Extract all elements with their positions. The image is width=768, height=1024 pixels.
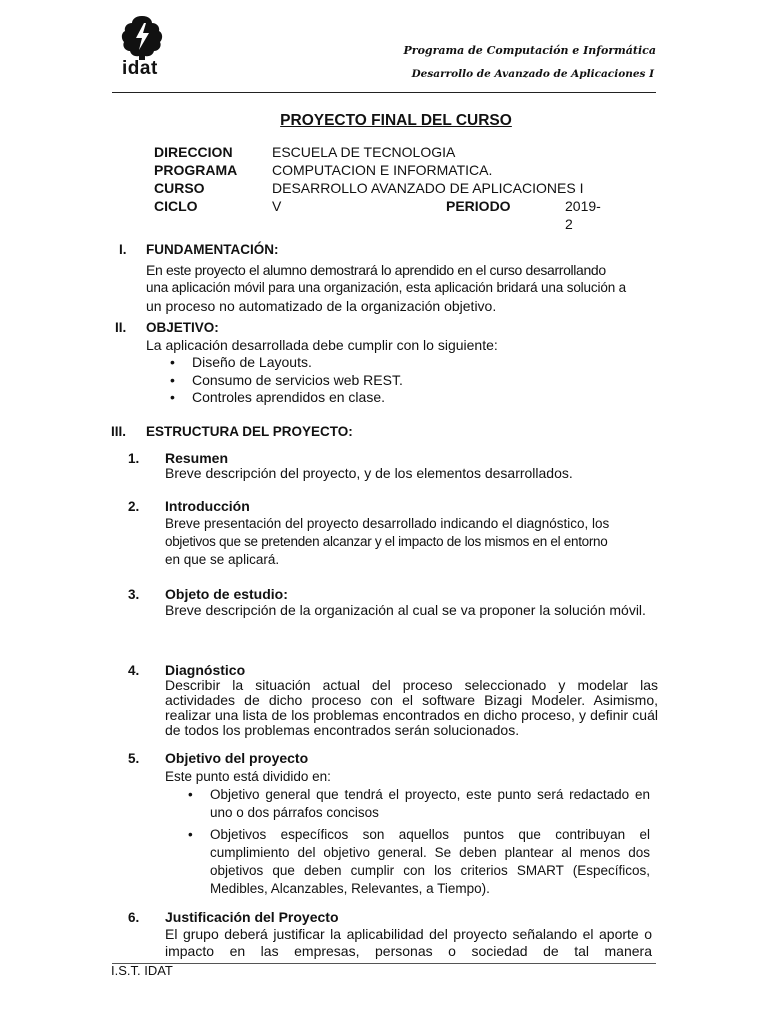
- list-item: • Diseño de Layouts.: [166, 354, 403, 372]
- list-item: • Controles aprendidos en clase.: [166, 389, 403, 407]
- item-body: Describir la situación actual del proceso seleccionado y modelar las actividades de dicho proceso con el software Bizagi Modeler. Asimismo, realizar una lista de los problemas encontrados en dicho proceso, y definir cuál de todos los problemas encontrados serán solucionados.: [165, 677, 658, 738]
- page-title: PROYECTO FINAL DEL CURSO: [280, 112, 512, 129]
- item-body: El grupo deberá justificar la aplicabilidad del proyecto señalando el aporte o impacto en las empresas, personas o sociedad de tal manera: [165, 926, 652, 959]
- list-item: • Consumo de servicios web REST.: [166, 372, 403, 390]
- header-divider: [112, 92, 656, 93]
- section-number: III.: [111, 424, 127, 439]
- body-line: en que se aplicará.: [165, 552, 280, 567]
- idat-logo: [112, 14, 172, 80]
- section-body: [146, 261, 666, 315]
- item-title: Objetivo del proyecto: [165, 750, 309, 766]
- list-item: • Objetivo general que tendrá el proyecto, este punto será redactado en uno o dos párrafos concisos: [165, 786, 650, 822]
- item-title: Resumen: [165, 450, 229, 466]
- body-line: una aplicación móvil para una organización, esta aplicación bridará una solución a: [146, 280, 627, 295]
- info-label: CICLO: [154, 198, 198, 214]
- section-number: II.: [115, 320, 127, 335]
- item-title: Introducción: [165, 498, 250, 514]
- section-title: OBJETIVO:: [146, 320, 219, 335]
- section-intro: La aplicación desarrollada debe cumplir con lo siguiente:: [146, 337, 498, 353]
- info-value: COMPUTACION E INFORMATICA.: [272, 162, 493, 178]
- logo-text: idat: [122, 58, 158, 79]
- header-program: Programa de Computación e Informática: [403, 44, 656, 57]
- info-value: DESARROLLO AVANZADO DE APLICACIONES I: [272, 180, 584, 196]
- info-label: CURSO: [154, 180, 205, 196]
- section-number: I.: [119, 242, 127, 257]
- item-title: Justificación del Proyecto: [165, 909, 339, 925]
- item-title: Objeto de estudio:: [165, 586, 288, 602]
- item-number: 4.: [128, 663, 140, 678]
- objective-types-list: [165, 786, 650, 902]
- item-body: [165, 515, 609, 569]
- item-number: 3.: [128, 587, 140, 602]
- footer-text: I.S.T. IDAT: [111, 963, 173, 978]
- item-number: 2.: [128, 499, 140, 514]
- body-line: En este proyecto el alumno demostrará lo aprendido en el curso desarrollando: [146, 262, 606, 278]
- list-item: • Objetivos específicos son aquellos puntos que contribuyan el cumplimiento del objetivo general. Se deben plantear al menos dos objetivos que deben cumplir con los criterios SMART (Específicos, Medibles, Alcanzables, Relevantes, a Tiempo).: [165, 826, 650, 898]
- item-number: 1.: [128, 451, 140, 466]
- brain-bolt-icon: [120, 14, 164, 60]
- section-title: ESTRUCTURA DEL PROYECTO:: [146, 424, 353, 439]
- body-line: objetivos que se pretenden alcanzar y el impacto de los mismos en el entorno: [165, 534, 608, 549]
- item-body: Breve descripción de la organización al cual se va proponer la solución móvil.: [165, 602, 646, 618]
- periodo-value: 2019-2: [565, 198, 601, 232]
- objective-list: [166, 354, 403, 407]
- body-line: un proceso no automatizado de la organización objetivo.: [146, 298, 497, 314]
- item-title: Diagnóstico: [165, 662, 246, 678]
- item-body: Breve descripción del proyecto, y de los elementos desarrollados.: [165, 465, 573, 481]
- item-intro: Este punto está dividido en:: [165, 769, 331, 784]
- section-title: FUNDAMENTACIÓN:: [146, 242, 279, 257]
- info-label: DIRECCION: [154, 144, 233, 160]
- body-line: Breve presentación del proyecto desarrollado indicando el diagnóstico, los: [165, 516, 610, 531]
- periodo-label: PERIODO: [446, 198, 511, 214]
- info-value: ESCUELA DE TECNOLOGIA: [272, 144, 456, 160]
- info-value: V: [272, 198, 282, 214]
- footer-divider: [112, 963, 656, 964]
- header-course: Desarrollo de Avanzado de Aplicaciones I: [411, 68, 654, 80]
- item-number: 5.: [128, 751, 140, 766]
- info-label: PROGRAMA: [154, 162, 238, 178]
- item-number: 6.: [128, 910, 140, 925]
